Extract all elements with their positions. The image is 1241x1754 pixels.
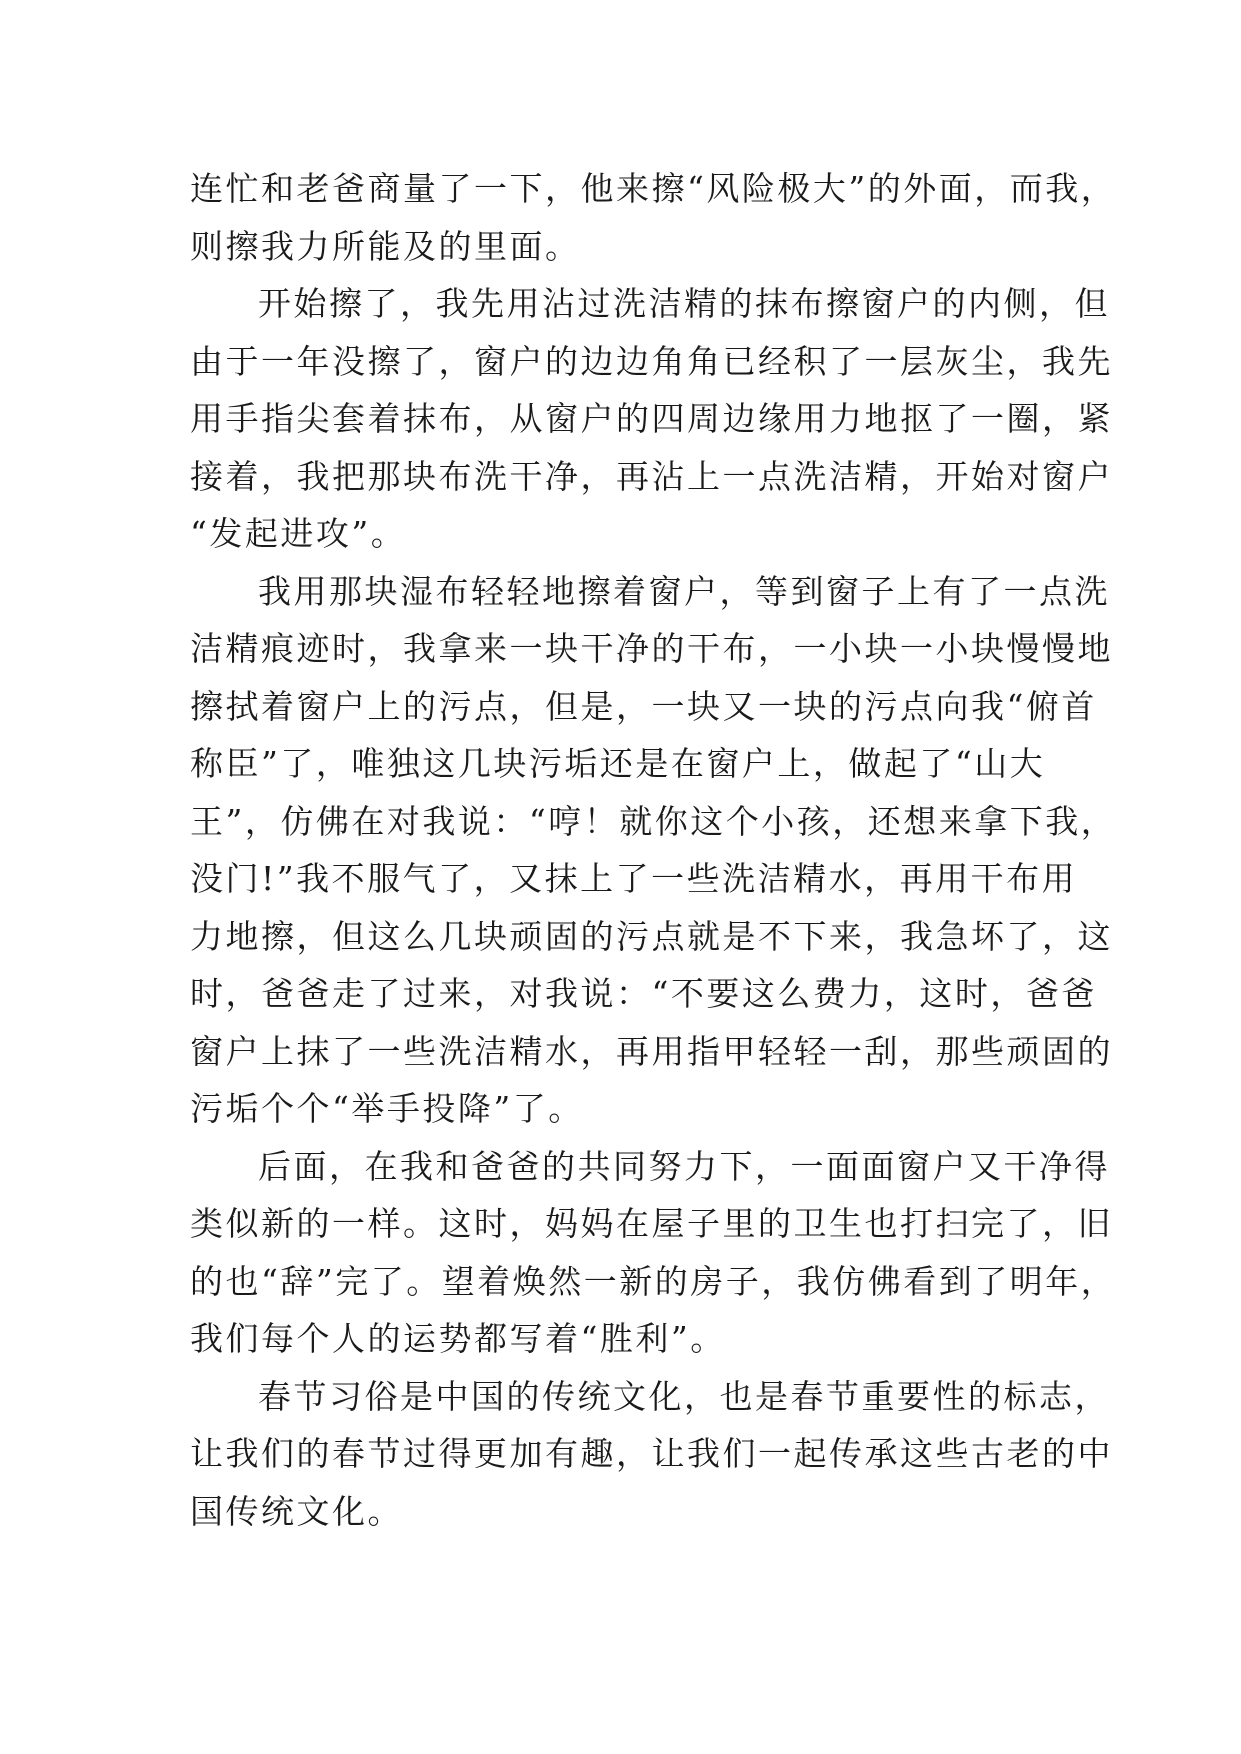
text-line: “发起进攻”。 bbox=[190, 514, 407, 553]
text-line: 则擦我力所能及的里面。 bbox=[190, 226, 581, 266]
text-line: 开始擦了，我先用沾过洗洁精的抹布擦窗户的内侧，但 bbox=[258, 284, 1110, 323]
text-line: 窗户上抹了一些洗洁精水，再用指甲轻轻一刮，那些顽固的 bbox=[190, 1031, 1113, 1071]
paragraph-5 bbox=[190, 1368, 1113, 1541]
text-line: 我们每个人的运势都写着“胜利”。 bbox=[190, 1319, 726, 1358]
text-line: 让我们的春节过得更加有趣，让我们一起传承这些古老的中 bbox=[190, 1434, 1113, 1473]
paragraph-1 bbox=[190, 160, 1117, 275]
paragraph-3 bbox=[190, 563, 1117, 1138]
text-line: 污垢个个“举手投降”了。 bbox=[190, 1089, 584, 1128]
text-line: 用手指尖套着抹布，从窗户的四周边缘用力地抠了一圈，紧 bbox=[190, 399, 1113, 438]
text-line: 力地擦，但这么几块顽固的污点就是不下来，我急坏了，这 bbox=[190, 916, 1113, 956]
text-line: 擦拭着窗户上的污点，但是，一块又一块的污点向我“俯首 bbox=[190, 686, 1097, 726]
text-line: 春节习俗是中国的传统文化，也是春节重要性的标志， bbox=[258, 1376, 1110, 1416]
text-line: 后面，在我和爸爸的共同努力下，一面面窗户又干净得 bbox=[258, 1146, 1110, 1186]
text-line: 我用那块湿布轻轻地擦着窗户，等到窗子上有了一点洗 bbox=[258, 571, 1110, 611]
text-line: 称臣”了，唯独这几块污垢还是在窗户上，做起了“山大 bbox=[190, 744, 1046, 783]
paragraph-2 bbox=[190, 275, 1113, 563]
text-line: 王”，仿佛在对我说：“哼！就你这个小孩，还想来拿下我， bbox=[190, 801, 1117, 841]
text-line: 连忙和老爸商量了一下，他来擦“风险极大”的外面，而我， bbox=[190, 169, 1117, 208]
text-line: 洁精痕迹时，我拿来一块干净的干布，一小块一小块慢慢地 bbox=[190, 629, 1113, 668]
text-line: 没门!”我不服气了，又抹上了一些洗洁精水，再用干布用 bbox=[190, 859, 1078, 898]
text-line: 由于一年没擦了，窗户的边边角角已经积了一层灰尘，我先 bbox=[190, 341, 1113, 381]
document-body bbox=[190, 160, 1117, 1540]
text-line: 接着，我把那块布洗干净，再沾上一点洗洁精，开始对窗户 bbox=[190, 456, 1113, 496]
text-line: 国传统文化。 bbox=[190, 1491, 403, 1531]
text-line: 类似新的一样。这时，妈妈在屋子里的卫生也打扫完了，旧 bbox=[190, 1204, 1113, 1243]
paragraph-4 bbox=[190, 1138, 1117, 1368]
text-line: 时，爸爸走了过来，对我说：“不要这么费力，这时，爸爸 bbox=[190, 974, 1097, 1013]
text-line: 的也“辞”完了。望着焕然一新的房子，我仿佛看到了明年， bbox=[190, 1261, 1117, 1301]
